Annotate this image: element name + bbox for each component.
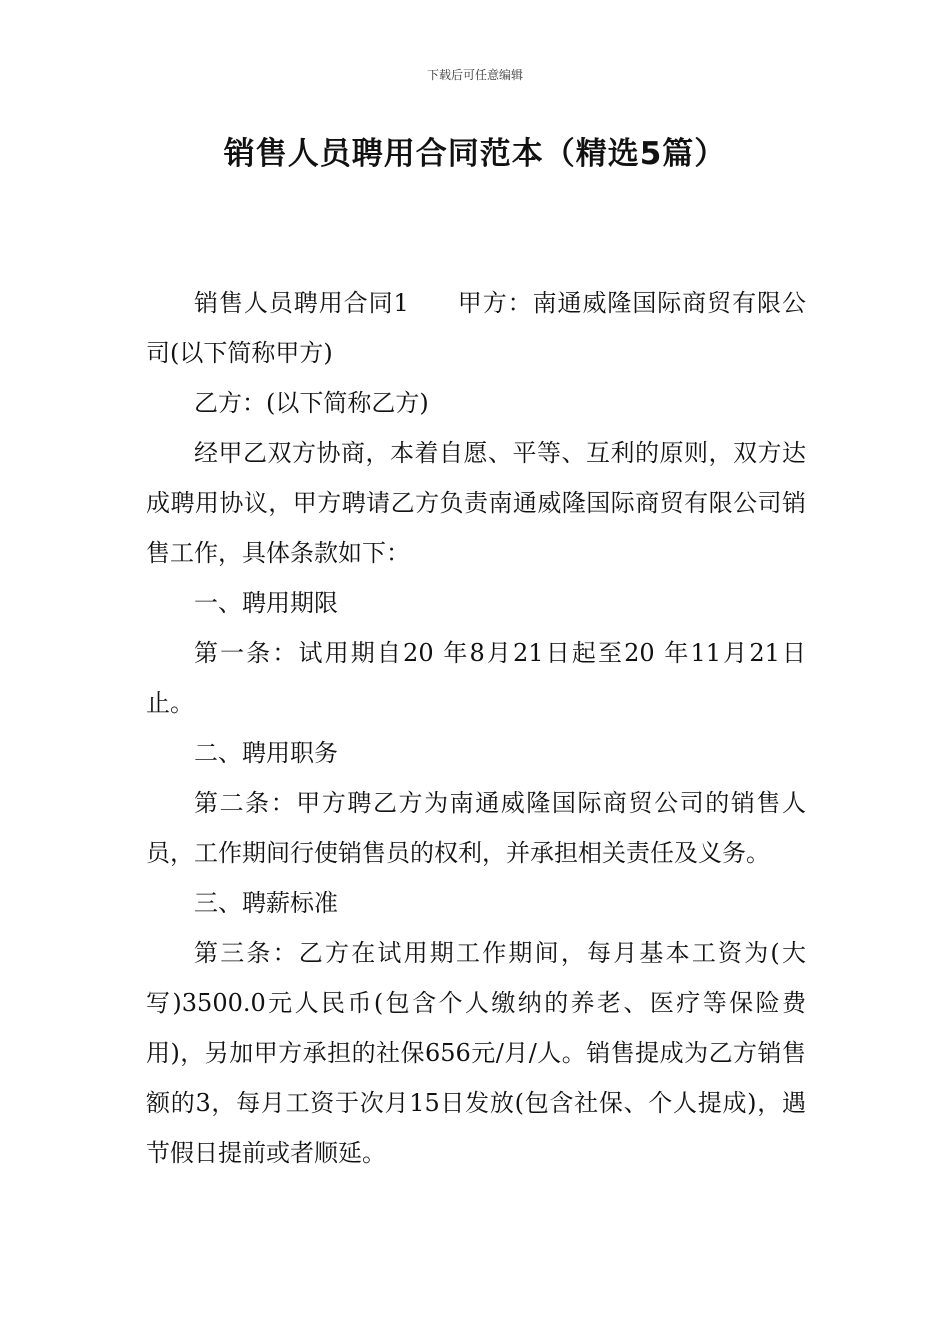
party-a-line: 甲方：南通威隆国际商贸有限公司(以下简称甲方) [146,289,806,367]
paragraph-party-b: 乙方：(以下简称乙方) [194,389,429,417]
document-title: 销售人员聘用合同范本（精选5篇） [223,136,727,172]
paragraph-article-2: 第二条：甲方聘乙方为南通威隆国际商贸公司的销售人员，工作期间行使销售员的权利，并承担相关责任及义务。 [146,789,806,867]
paragraph-contract-intro [146,278,806,378]
header-note: 下载后可任意编辑 [426,68,523,82]
section-heading-position: 二、聘用职务 [194,739,338,767]
section-heading-salary: 三、聘薪标准 [194,889,338,917]
paragraph-article-3: 第三条：乙方在试用期工作期间，每月基本工资为(大写)3500.0元人民币(包含个人缴纳的养老、医疗等保险费用)，另加甲方承担的社保656元/月/人。销售提成为乙方销售额的3，每月工资于次月15日发放(包含社保、个人提成)，遇节假日提前或者顺延。 [146,939,806,1167]
section-heading-term: 一、聘用期限 [194,589,338,617]
paragraph-article-1: 第一条：试用期自20 年8月21日起至20 年11月21日止。 [146,639,806,717]
contract-heading: 销售人员聘用合同1 [194,289,409,317]
document-body [146,278,806,1178]
paragraph-preamble: 经甲乙双方协商，本着自愿、平等、互利的原则，双方达成聘用协议，甲方聘请乙方负责南通威隆国际商贸有限公司销售工作，具体条款如下： [146,439,806,567]
